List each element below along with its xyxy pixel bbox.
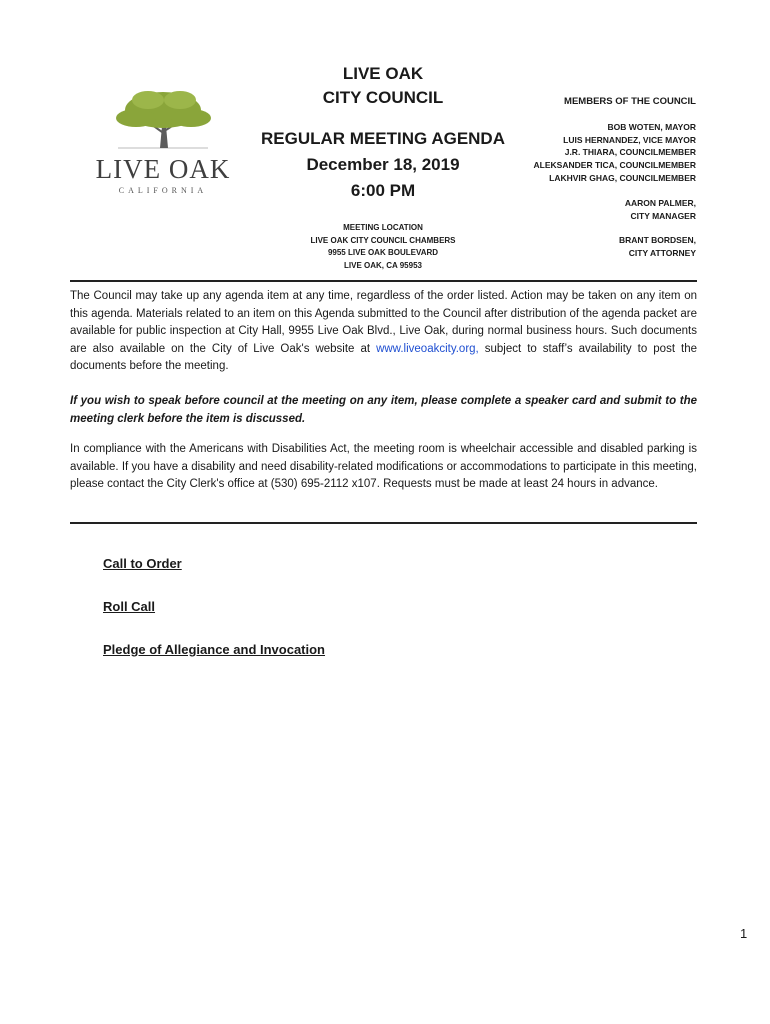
- public-notice-paragraph: [70, 288, 697, 376]
- live-oak-logo: [88, 88, 238, 200]
- member-item: BOB WOTEN, MAYOR: [607, 121, 696, 132]
- member-item: LUIS HERNANDEZ, VICE MAYOR: [563, 134, 696, 145]
- meeting-time: 6:00 PM: [350, 181, 416, 200]
- meeting-date: December 18, 2019: [306, 155, 460, 174]
- divider-top: [70, 280, 697, 282]
- agenda-title: REGULAR MEETING AGENDA: [261, 129, 505, 148]
- oak-tree-icon: [88, 88, 238, 158]
- member-item: LAKHVIR GHAG, COUNCILMEMBER: [549, 172, 696, 183]
- council-members: [436, 96, 696, 260]
- attorney-title: CITY ATTORNEY: [628, 248, 696, 259]
- council-heading: MEMBERS OF THE COUNCIL: [564, 96, 696, 107]
- attorney-name: BRANT BORDSEN,: [619, 235, 696, 246]
- notice-text: The Council may take up any agenda item at any time, regardless of the order listed. Action may be taken on any item on this agenda. Materials related to an item on this Agenda submitted to the Council after distribution of the agenda packet are available for public inspection at City Hall, 9955 Live Oak Blvd., Live Oak, during normal business hours. Such documents are also available on the City of Live Oak's website at: [70, 290, 697, 355]
- logo-wordmark: LIVE OAK: [95, 154, 231, 184]
- divider-bottom: [70, 522, 697, 524]
- title-line-2: CITY COUNCIL: [322, 88, 444, 107]
- ada-paragraph: In compliance with the Americans with Disabilities Act, the meeting room is wheelchair accessible and disabled parking is available. If you have a disability and need disability-related modifications or accommodations to participate in this meeting, please contact the City Clerk's office at (530) 695-2112 x107. Requests must be made at least 24 hours in advance.: [70, 443, 697, 490]
- location-place: LIVE OAK CITY COUNCIL CHAMBERS: [310, 235, 456, 245]
- website-link[interactable]: www.liveoakcity.org,: [376, 342, 479, 355]
- agenda-item-pledge: Pledge of Allegiance and Invocation: [103, 642, 326, 657]
- title-line-1: LIVE OAK: [342, 64, 424, 83]
- page-number: 1: [740, 926, 748, 941]
- notice-text-end: subject to staff’s availability to post the documents before the meeting.: [70, 342, 698, 372]
- logo-subtitle: CALIFORNIA: [118, 186, 208, 195]
- location-city: LIVE OAK, CA 95953: [344, 260, 422, 270]
- location-label: MEETING LOCATION: [343, 223, 423, 232]
- location-street: 9955 LIVE OAK BOULEVARD: [327, 248, 439, 257]
- agenda-item-call-to-order: Call to Order: [103, 556, 182, 571]
- manager-name: AARON PALMER,: [624, 197, 696, 208]
- manager-title: CITY MANAGER: [630, 210, 696, 221]
- agenda-item-roll-call: Roll Call: [103, 599, 156, 614]
- member-item: J.R. THIARA, COUNCILMEMBER: [564, 147, 696, 158]
- speaker-note: If you wish to speak before council at the meeting on any item, please complete a speaker card and submit to the meeting clerk before the item is discussed.: [70, 395, 697, 425]
- member-item: ALEKSANDER TICA, COUNCILMEMBER: [533, 160, 696, 171]
